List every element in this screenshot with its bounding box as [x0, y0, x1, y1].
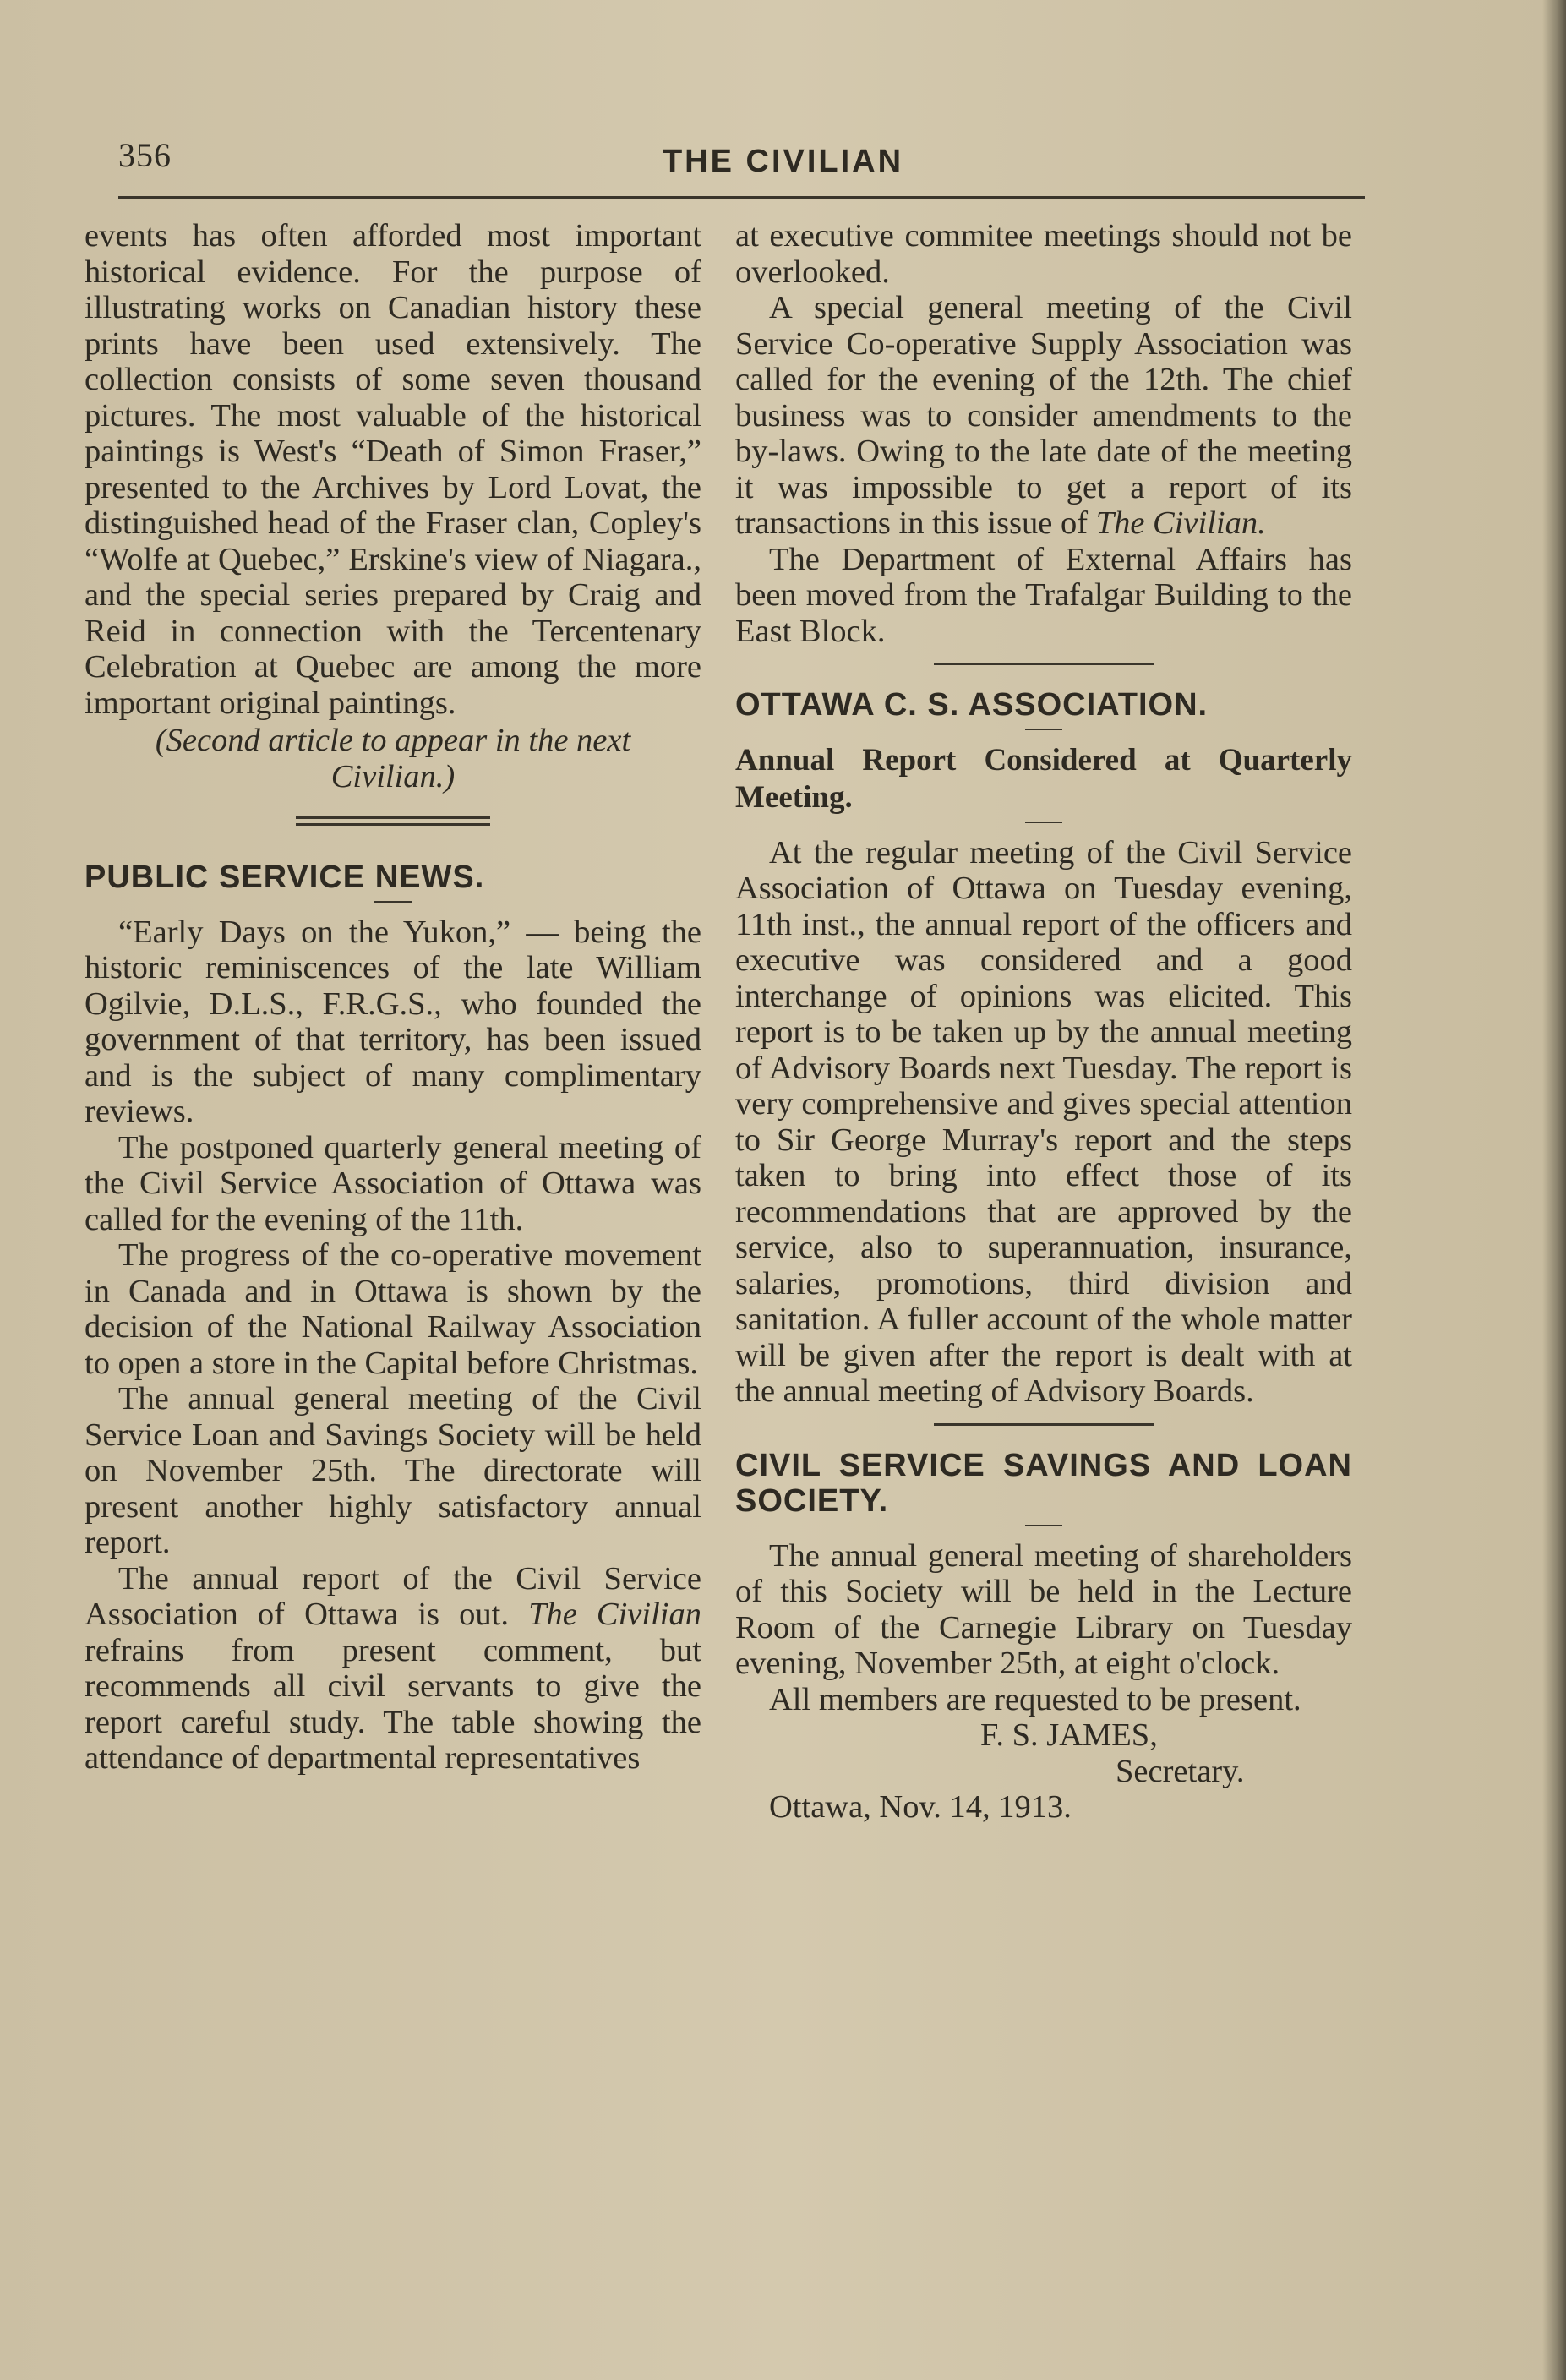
- signature-name: F. S. JAMES,: [980, 1717, 1158, 1753]
- archives-article-continued: events has often afforded most important historical evidence. For the purpose of illustrating works on Canadian history these prints have been used extensively. The collection consists of some seven thousand pictures. The most valuable of the historical paintings is West's “Death of Simon Fraser,” presented to the Archives by Lord Lovat, the distinguished head of the Fraser clan, Copley's “Wolfe at Quebec,” Erskine's view of Niagara., and the special series prepared by Craig and Reid in connection with the Tercentenary Celebration at Quebec are among the more important original paintings.: [85, 218, 701, 721]
- continued-note: (Second article to appear in the next Civilian.): [155, 723, 631, 794]
- civilian-title-italic: The Civilian.: [1095, 505, 1266, 541]
- report-text-after: refrains from present comment, but recommends all civil servants to give the report careful study. The table showing the attendance of departmental representatives: [85, 1632, 701, 1776]
- savings-society-paragraph: The annual general meeting of shareholders of this Society will be held in the Lecture Room of the Carnegie Library on Tuesday evening, November 25th, at eight o'clock.: [735, 1537, 1352, 1681]
- executive-meetings-continued: at executive commitee meetings should not be overlooked.: [735, 218, 1352, 290]
- savings-society-heading: CIVIL SERVICE SAVINGS AND LOAN SOCIETY.: [735, 1447, 1352, 1519]
- public-service-news-heading: PUBLIC SERVICE NEWS.: [85, 860, 485, 895]
- supply-association-paragraph: [735, 290, 1352, 542]
- news-paragraph-report: [85, 1561, 701, 1777]
- section-divider: [296, 816, 490, 826]
- ottawa-association-subheading: Annual Report Considered at Quarterly Meeting.: [735, 742, 1352, 815]
- external-affairs-paragraph: The Department of External Affairs has been moved from the Trafalgar Building to the East Block.: [735, 541, 1352, 649]
- heading-dash: [1025, 822, 1062, 823]
- report-text-before: The annual report of the Civil Service Association of Ottawa is out.: [85, 1560, 701, 1632]
- ottawa-association-heading: OTTAWA C. S. ASSOCIATION.: [735, 687, 1209, 723]
- left-column: [85, 218, 701, 1777]
- heading-dash: [1025, 729, 1062, 730]
- page-number: 356: [118, 136, 172, 174]
- section-divider: [934, 1423, 1154, 1426]
- news-paragraph: “Early Days on the Yukon,” — being the historic reminiscences of the late William Ogilvie, D.L.S., F.R.G.S., who founded the government of that territory, has been issued and is the subject of many complimentary reviews.: [85, 914, 701, 1129]
- section-divider: [934, 663, 1154, 665]
- header-rule: [118, 196, 1365, 199]
- supply-association-text: A special general meeting of the Civil Service Co-operative Supply Association was called for the evening of the 12th. The chief business was to consider amendments to the by-laws. Owing to the late date of the meeting it was impossible to get a report of its transactions in this issue of: [735, 290, 1352, 541]
- right-column: [735, 218, 1352, 1826]
- news-paragraph: The postponed quarterly general meeting of the Civil Service Association of Ottawa was called for the evening of the 11th.: [85, 1129, 701, 1237]
- publication-title: THE CIVILIAN: [662, 144, 904, 179]
- dateline: Ottawa, Nov. 14, 1913.: [769, 1789, 1072, 1825]
- news-paragraph: The progress of the co-operative movement in Canada and in Ottawa is shown by the decision of the National Railway Association to open a store in the Capital before Christmas.: [85, 1237, 701, 1381]
- ottawa-association-paragraph: At the regular meeting of the Civil Service Association of Ottawa on Tuesday evening, 11th inst., the annual report of the officers and executive was considered and a good interchange of opinions was elicited. This report is to be taken up by the annual meeting of Advisory Boards next Tuesday. The report is very comprehensive and gives special attention to Sir George Murray's report and the steps taken to bring into effect those of its recommendations that are approved by the service, also to superannuation, insurance, salaries, promotions, third division and sanitation. A fuller account of the whole matter will be given after the report is dealt with at the annual meeting of Advisory Boards.: [735, 834, 1352, 1409]
- signature-title: Secretary.: [1116, 1753, 1245, 1789]
- news-paragraph: The annual general meeting of the Civil Service Loan and Savings Society will be held on November 25th. The directorate will present another highly satisfactory annual report.: [85, 1381, 701, 1560]
- heading-dash: [374, 901, 412, 903]
- savings-society-paragraph: All members are requested to be present.: [769, 1681, 1301, 1717]
- civilian-title-italic: The Civilian: [528, 1597, 701, 1632]
- heading-dash: [1025, 1525, 1062, 1526]
- page-edge-shadow: [1542, 0, 1566, 2380]
